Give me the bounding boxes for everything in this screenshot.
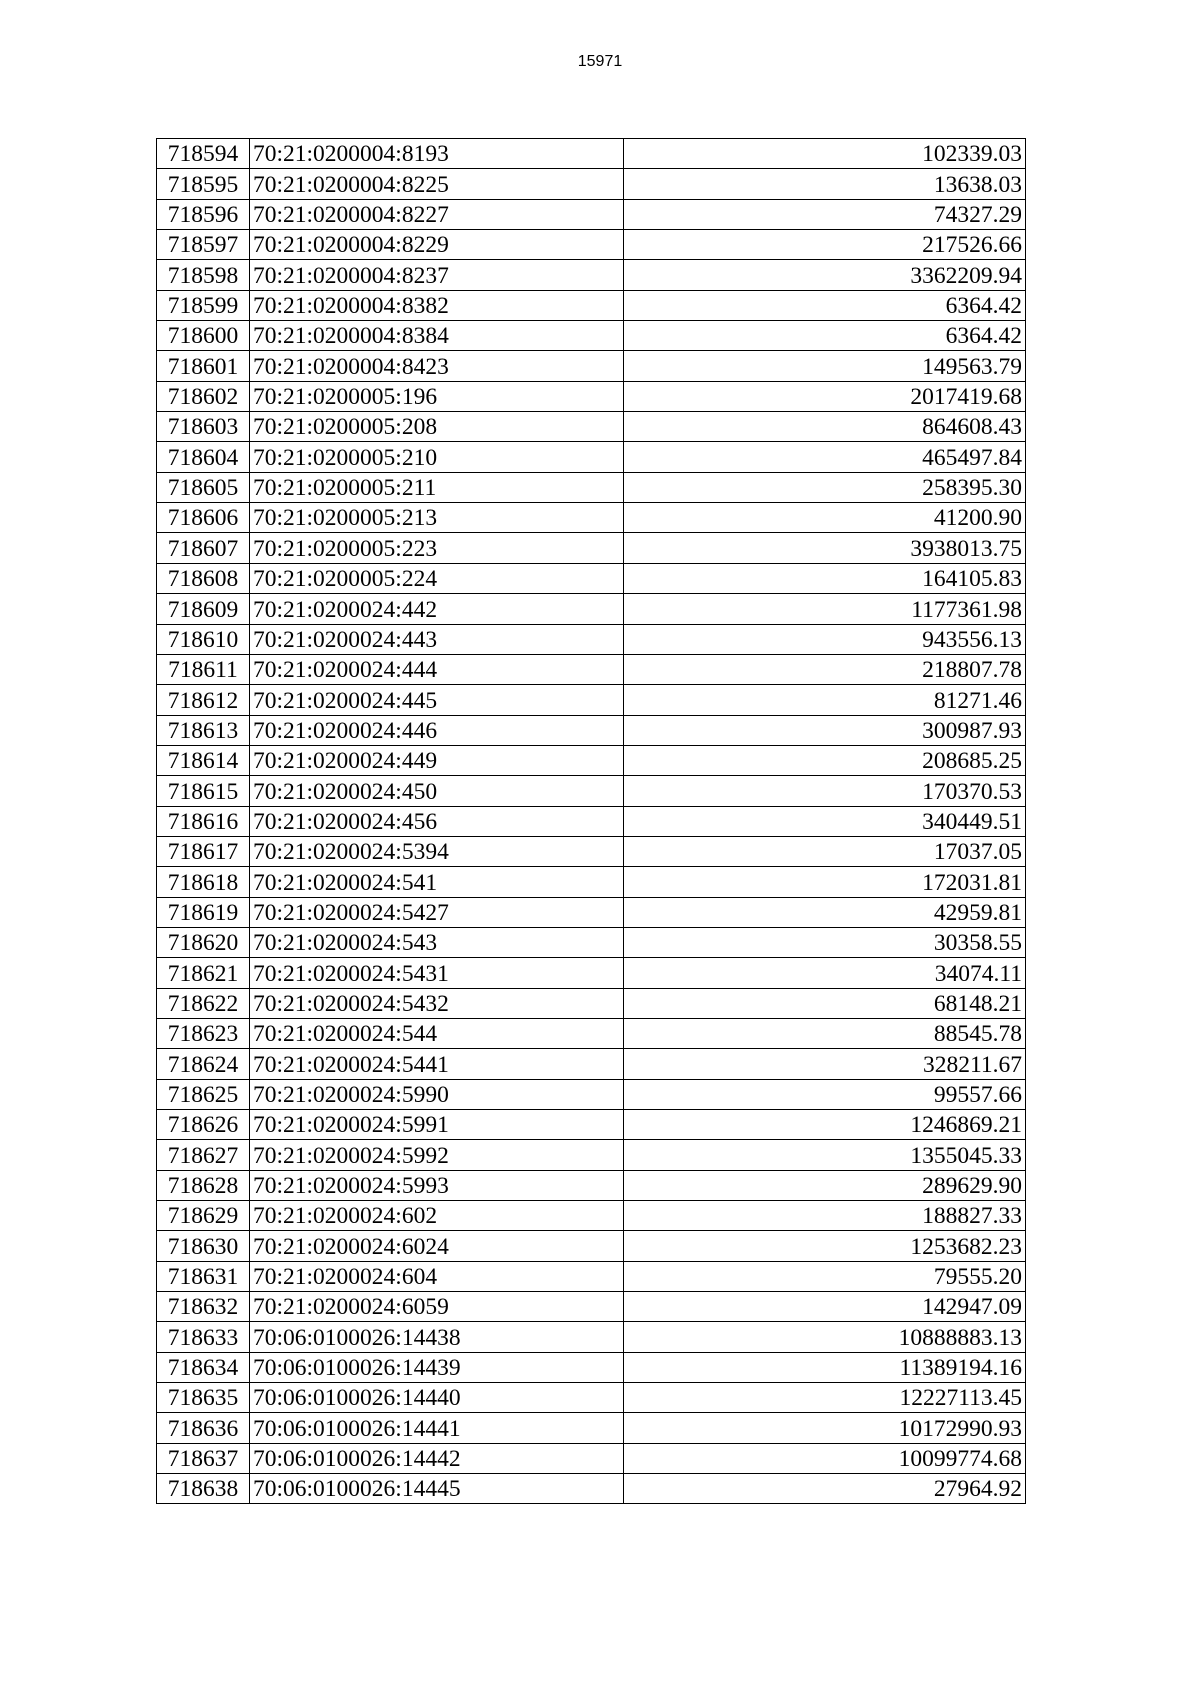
row-number-cell: 718629 (157, 1201, 250, 1231)
row-number-cell: 718609 (157, 594, 250, 624)
cadastral-number-cell: 70:21:0200004:8229 (250, 230, 624, 260)
cadastral-number-cell: 70:21:0200024:5990 (250, 1079, 624, 1109)
row-number-cell: 718621 (157, 958, 250, 988)
cadastral-number-cell: 70:21:0200024:5992 (250, 1140, 624, 1170)
table-row (157, 745, 1026, 775)
row-number-cell: 718611 (157, 654, 250, 684)
table-body (157, 139, 1026, 1504)
table-row (157, 1413, 1026, 1443)
cadastral-number-cell: 70:21:0200024:444 (250, 654, 624, 684)
cadastral-number-cell: 70:21:0200005:213 (250, 503, 624, 533)
page-number: 15971 (577, 53, 623, 70)
table-row (157, 715, 1026, 745)
table-row (157, 1170, 1026, 1200)
table-row (157, 260, 1026, 290)
table-row (157, 897, 1026, 927)
value-cell: 188827.33 (624, 1201, 1026, 1231)
table-row (157, 654, 1026, 684)
table-row (157, 472, 1026, 502)
row-number-cell: 718627 (157, 1140, 250, 1170)
cadastral-number-cell: 70:21:0200024:450 (250, 776, 624, 806)
value-cell: 300987.93 (624, 715, 1026, 745)
cadastral-value-table (156, 138, 1026, 1504)
row-number-cell: 718602 (157, 381, 250, 411)
table-row (157, 1231, 1026, 1261)
value-cell: 13638.03 (624, 169, 1026, 199)
value-cell: 208685.25 (624, 745, 1026, 775)
value-cell: 164105.83 (624, 563, 1026, 593)
table-row (157, 1352, 1026, 1382)
table-row (157, 806, 1026, 836)
row-number-cell: 718619 (157, 897, 250, 927)
table-row (157, 1261, 1026, 1291)
value-cell: 10888883.13 (624, 1322, 1026, 1352)
value-cell: 289629.90 (624, 1170, 1026, 1200)
value-cell: 10172990.93 (624, 1413, 1026, 1443)
row-number-cell: 718616 (157, 806, 250, 836)
table-row (157, 1443, 1026, 1473)
table-row (157, 1292, 1026, 1322)
table-row (157, 685, 1026, 715)
cadastral-number-cell: 70:06:0100026:14439 (250, 1352, 624, 1382)
cadastral-number-cell: 70:21:0200024:456 (250, 806, 624, 836)
row-number-cell: 718614 (157, 745, 250, 775)
value-cell: 68148.21 (624, 988, 1026, 1018)
value-cell: 34074.11 (624, 958, 1026, 988)
cadastral-number-cell: 70:21:0200024:443 (250, 624, 624, 654)
cadastral-number-cell: 70:21:0200005:196 (250, 381, 624, 411)
cadastral-number-cell: 70:21:0200024:5432 (250, 988, 624, 1018)
table-row (157, 169, 1026, 199)
cadastral-number-cell: 70:21:0200004:8227 (250, 199, 624, 229)
row-number-cell: 718633 (157, 1322, 250, 1352)
value-cell: 3362209.94 (624, 260, 1026, 290)
value-cell: 258395.30 (624, 472, 1026, 502)
table-row (157, 1383, 1026, 1413)
cadastral-number-cell: 70:21:0200004:8384 (250, 321, 624, 351)
row-number-cell: 718594 (157, 139, 250, 169)
value-cell: 30358.55 (624, 927, 1026, 957)
value-cell: 465497.84 (624, 442, 1026, 472)
cadastral-number-cell: 70:21:0200004:8225 (250, 169, 624, 199)
value-cell: 81271.46 (624, 685, 1026, 715)
table-row (157, 836, 1026, 866)
row-number-cell: 718606 (157, 503, 250, 533)
table-row (157, 776, 1026, 806)
row-number-cell: 718613 (157, 715, 250, 745)
value-cell: 12227113.45 (624, 1383, 1026, 1413)
value-cell: 943556.13 (624, 624, 1026, 654)
cadastral-number-cell: 70:21:0200024:5993 (250, 1170, 624, 1200)
table-row (157, 1018, 1026, 1048)
row-number-cell: 718622 (157, 988, 250, 1018)
row-number-cell: 718636 (157, 1413, 250, 1443)
row-number-cell: 718617 (157, 836, 250, 866)
cadastral-number-cell: 70:21:0200024:5431 (250, 958, 624, 988)
cadastral-number-cell: 70:21:0200024:543 (250, 927, 624, 957)
value-cell: 41200.90 (624, 503, 1026, 533)
row-number-cell: 718615 (157, 776, 250, 806)
table-row (157, 381, 1026, 411)
row-number-cell: 718634 (157, 1352, 250, 1382)
table-row (157, 442, 1026, 472)
value-cell: 10099774.68 (624, 1443, 1026, 1473)
cadastral-number-cell: 70:21:0200024:5394 (250, 836, 624, 866)
value-cell: 864608.43 (624, 412, 1026, 442)
table-row (157, 927, 1026, 957)
table-row (157, 412, 1026, 442)
value-cell: 172031.81 (624, 867, 1026, 897)
value-cell: 149563.79 (624, 351, 1026, 381)
value-cell: 1246869.21 (624, 1110, 1026, 1140)
row-number-cell: 718603 (157, 412, 250, 442)
row-number-cell: 718630 (157, 1231, 250, 1261)
row-number-cell: 718604 (157, 442, 250, 472)
cadastral-number-cell: 70:21:0200004:8237 (250, 260, 624, 290)
row-number-cell: 718608 (157, 563, 250, 593)
cadastral-number-cell: 70:06:0100026:14442 (250, 1443, 624, 1473)
cadastral-number-cell: 70:06:0100026:14441 (250, 1413, 624, 1443)
cadastral-number-cell: 70:21:0200004:8193 (250, 139, 624, 169)
table-row (157, 958, 1026, 988)
cadastral-number-cell: 70:21:0200005:210 (250, 442, 624, 472)
table-row (157, 1474, 1026, 1504)
value-cell: 340449.51 (624, 806, 1026, 836)
table-row (157, 1079, 1026, 1109)
cadastral-number-cell: 70:21:0200024:602 (250, 1201, 624, 1231)
cadastral-number-cell: 70:21:0200005:208 (250, 412, 624, 442)
cadastral-number-cell: 70:21:0200024:449 (250, 745, 624, 775)
cadastral-number-cell: 70:21:0200024:544 (250, 1018, 624, 1048)
table-row (157, 1201, 1026, 1231)
row-number-cell: 718635 (157, 1383, 250, 1413)
cadastral-number-cell: 70:21:0200005:223 (250, 533, 624, 563)
value-cell: 170370.53 (624, 776, 1026, 806)
table-row (157, 199, 1026, 229)
table-row (157, 290, 1026, 320)
row-number-cell: 718610 (157, 624, 250, 654)
cadastral-number-cell: 70:21:0200024:5991 (250, 1110, 624, 1140)
row-number-cell: 718605 (157, 472, 250, 502)
row-number-cell: 718624 (157, 1049, 250, 1079)
cadastral-number-cell: 70:06:0100026:14445 (250, 1474, 624, 1504)
cadastral-number-cell: 70:21:0200024:604 (250, 1261, 624, 1291)
value-cell: 6364.42 (624, 321, 1026, 351)
cadastral-number-cell: 70:21:0200004:8382 (250, 290, 624, 320)
value-cell: 217526.66 (624, 230, 1026, 260)
row-number-cell: 718598 (157, 260, 250, 290)
row-number-cell: 718596 (157, 199, 250, 229)
cadastral-number-cell: 70:21:0200024:445 (250, 685, 624, 715)
table-row (157, 867, 1026, 897)
row-number-cell: 718595 (157, 169, 250, 199)
value-cell: 6364.42 (624, 290, 1026, 320)
value-cell: 2017419.68 (624, 381, 1026, 411)
value-cell: 11389194.16 (624, 1352, 1026, 1382)
value-cell: 27964.92 (624, 1474, 1026, 1504)
value-cell: 3938013.75 (624, 533, 1026, 563)
value-cell: 99557.66 (624, 1079, 1026, 1109)
cadastral-number-cell: 70:21:0200024:6059 (250, 1292, 624, 1322)
value-cell: 102339.03 (624, 139, 1026, 169)
cadastral-number-cell: 70:06:0100026:14440 (250, 1383, 624, 1413)
row-number-cell: 718638 (157, 1474, 250, 1504)
value-cell: 42959.81 (624, 897, 1026, 927)
table-row (157, 1140, 1026, 1170)
table-row (157, 563, 1026, 593)
row-number-cell: 718631 (157, 1261, 250, 1291)
cadastral-number-cell: 70:21:0200024:5427 (250, 897, 624, 927)
row-number-cell: 718612 (157, 685, 250, 715)
table-row (157, 321, 1026, 351)
row-number-cell: 718628 (157, 1170, 250, 1200)
table-row (157, 139, 1026, 169)
row-number-cell: 718623 (157, 1018, 250, 1048)
value-cell: 218807.78 (624, 654, 1026, 684)
value-cell: 79555.20 (624, 1261, 1026, 1291)
cadastral-number-cell: 70:21:0200005:224 (250, 563, 624, 593)
value-cell: 74327.29 (624, 199, 1026, 229)
row-number-cell: 718632 (157, 1292, 250, 1322)
row-number-cell: 718625 (157, 1079, 250, 1109)
table-row (157, 230, 1026, 260)
table-row (157, 1110, 1026, 1140)
cadastral-number-cell: 70:21:0200024:6024 (250, 1231, 624, 1261)
value-cell: 328211.67 (624, 1049, 1026, 1079)
table-row (157, 533, 1026, 563)
cadastral-number-cell: 70:21:0200024:541 (250, 867, 624, 897)
table-row (157, 503, 1026, 533)
cadastral-number-cell: 70:21:0200024:446 (250, 715, 624, 745)
row-number-cell: 718599 (157, 290, 250, 320)
cadastral-number-cell: 70:06:0100026:14438 (250, 1322, 624, 1352)
row-number-cell: 718620 (157, 927, 250, 957)
table-row (157, 1322, 1026, 1352)
value-cell: 1253682.23 (624, 1231, 1026, 1261)
row-number-cell: 718637 (157, 1443, 250, 1473)
row-number-cell: 718597 (157, 230, 250, 260)
table-row (157, 351, 1026, 381)
value-cell: 1177361.98 (624, 594, 1026, 624)
value-cell: 1355045.33 (624, 1140, 1026, 1170)
table-row (157, 1049, 1026, 1079)
cadastral-number-cell: 70:21:0200024:442 (250, 594, 624, 624)
table-row (157, 988, 1026, 1018)
value-cell: 88545.78 (624, 1018, 1026, 1048)
cadastral-number-cell: 70:21:0200005:211 (250, 472, 624, 502)
table-row (157, 594, 1026, 624)
row-number-cell: 718626 (157, 1110, 250, 1140)
cadastral-number-cell: 70:21:0200024:5441 (250, 1049, 624, 1079)
row-number-cell: 718601 (157, 351, 250, 381)
row-number-cell: 718600 (157, 321, 250, 351)
value-cell: 17037.05 (624, 836, 1026, 866)
cadastral-number-cell: 70:21:0200004:8423 (250, 351, 624, 381)
value-cell: 142947.09 (624, 1292, 1026, 1322)
row-number-cell: 718607 (157, 533, 250, 563)
row-number-cell: 718618 (157, 867, 250, 897)
table-row (157, 624, 1026, 654)
